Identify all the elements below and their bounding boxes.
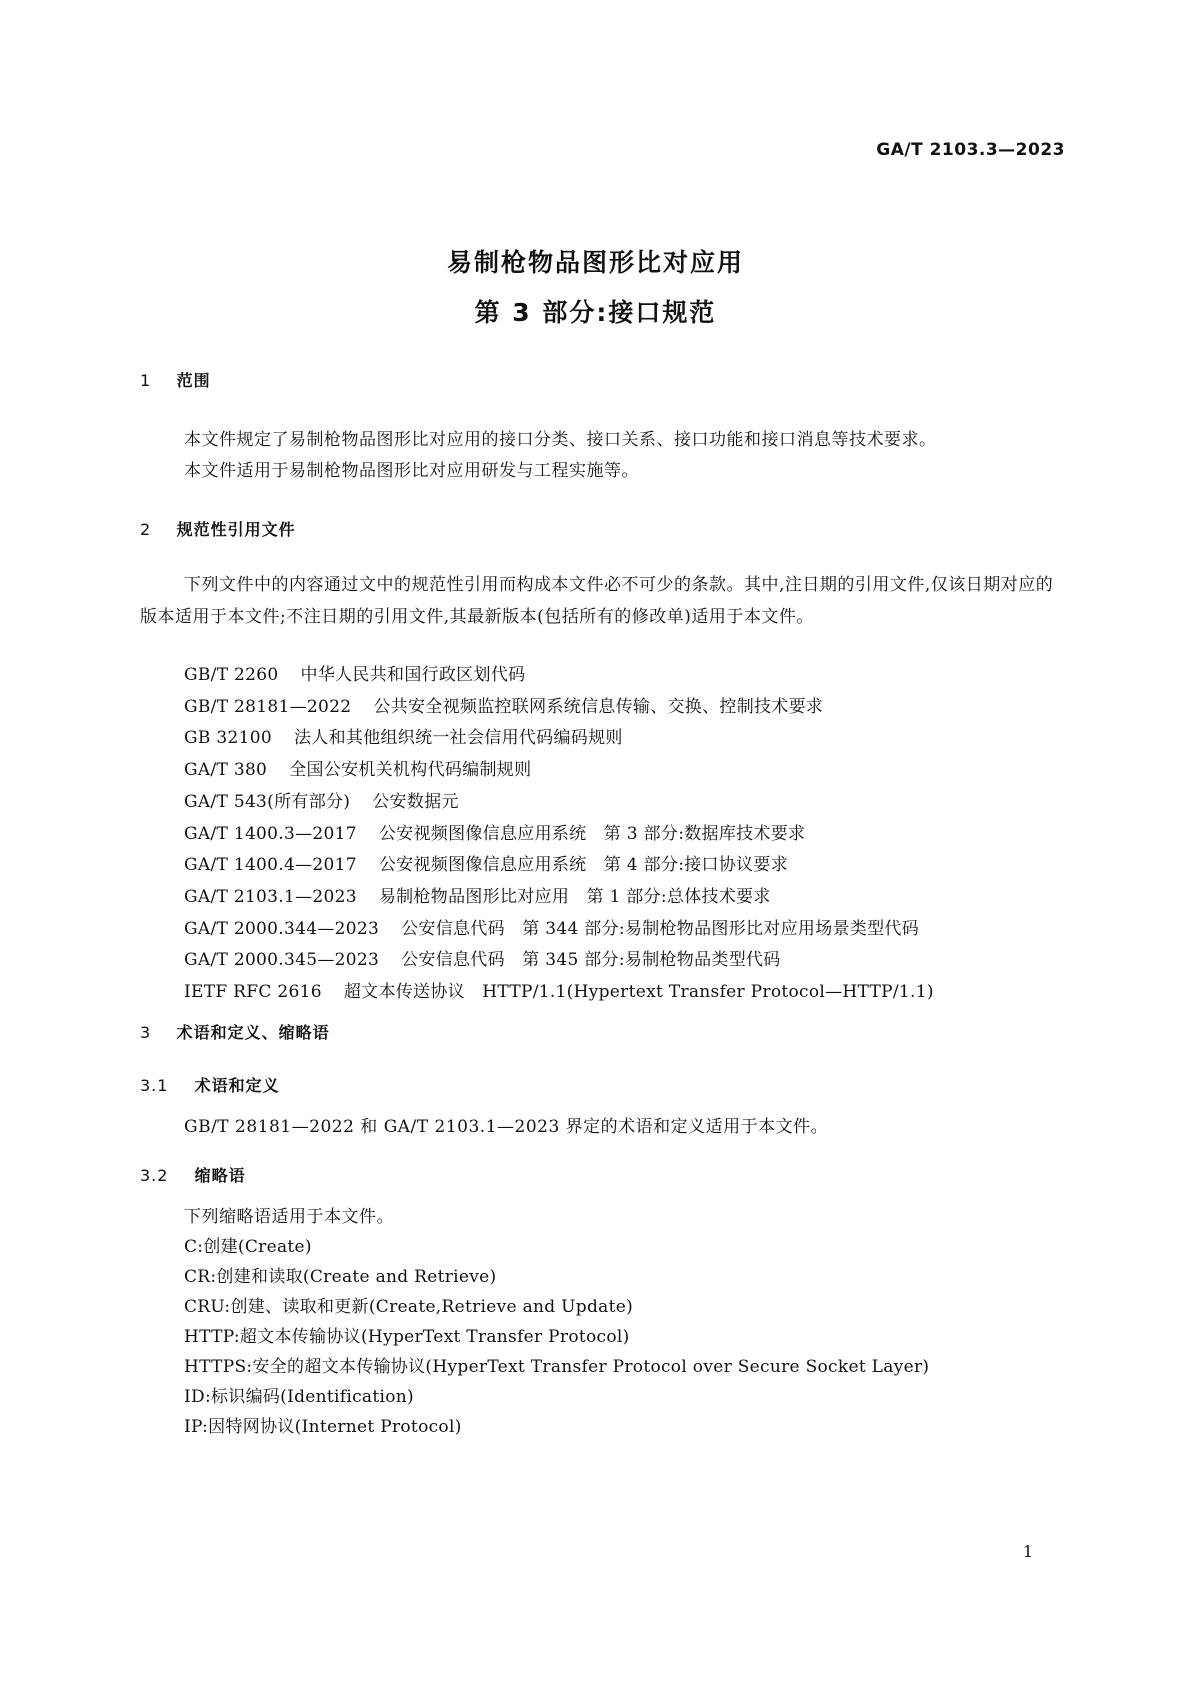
section-3-2-heading — [140, 1163, 246, 1186]
reference-title: 法人和其他组织统一社会信用代码编码规则 — [293, 728, 623, 749]
reference-item — [184, 723, 934, 755]
reference-item — [184, 945, 934, 977]
abbreviation-list — [184, 1232, 929, 1442]
reference-code: GA/T 2000.345—2023 — [184, 950, 380, 971]
reference-item — [184, 914, 934, 946]
subsection-title: 缩略语 — [194, 1166, 246, 1185]
reference-title: 公安数据元 — [372, 791, 459, 812]
section-1-heading — [140, 368, 211, 391]
section-3-1-text: GB/T 28181—2022 和 GA/T 2103.1—2023 界定的术语和定义适用于本文件。 — [184, 1117, 829, 1137]
reference-title: 公安视频图像信息应用系统 第 4 部分:接口协议要求 — [378, 855, 789, 876]
reference-code: IETF RFC 2616 — [184, 982, 322, 1003]
reference-title: 中华人民共和国行政区划代码 — [300, 665, 526, 685]
title-line-1: 易制枪物品图形比对应用 — [446, 248, 744, 277]
reference-code: GB/T 2260 — [184, 665, 279, 685]
standard-code: GA/T 2103.3—2023 — [876, 140, 1065, 160]
section-title: 范围 — [176, 371, 211, 390]
section-1-paragraph-1: 本文件规定了易制枪物品图形比对应用的接口分类、接口关系、接口功能和接口消息等技术要求。 — [184, 430, 937, 450]
reference-title: 公安视频图像信息应用系统 第 3 部分:数据库技术要求 — [378, 823, 806, 844]
reference-title: 全国公安机关机构代码编制规则 — [289, 760, 532, 781]
section-title: 规范性引用文件 — [176, 520, 296, 539]
reference-code: GA/T 380 — [184, 760, 268, 781]
abbreviation-item: ID:标识编码(Identification) — [184, 1387, 414, 1407]
abbreviation-item: CRU:创建、读取和更新(Create,Retrieve and Update) — [184, 1297, 634, 1317]
reference-item — [184, 660, 934, 692]
section-number: 2 — [140, 520, 152, 539]
section-number: 1 — [140, 371, 152, 390]
reference-code: GB 32100 — [184, 728, 272, 749]
section-3-heading — [140, 1020, 330, 1043]
reference-list — [184, 660, 934, 1009]
reference-code: GA/T 543(所有部分) — [184, 791, 351, 812]
reference-title: 易制枪物品图形比对应用 第 1 部分:总体技术要求 — [378, 886, 771, 907]
section-number: 3 — [140, 1023, 152, 1042]
reference-item — [184, 787, 934, 819]
document-title — [0, 238, 1191, 338]
subsection-number: 3.2 — [140, 1166, 169, 1185]
reference-title: 公安信息代码 第 344 部分:易制枪物品图形比对应用场景类型代码 — [401, 918, 919, 939]
section-1-paragraph-2: 本文件适用于易制枪物品图形比对应用研发与工程实施等。 — [184, 461, 639, 481]
reference-title: 公安信息代码 第 345 部分:易制枪物品类型代码 — [401, 950, 781, 971]
reference-item — [184, 882, 934, 914]
reference-code: GB/T 28181—2022 — [184, 696, 352, 717]
reference-item — [184, 819, 934, 851]
section-3-2-intro: 下列缩略语适用于本文件。 — [184, 1207, 394, 1227]
abbreviation-item: HTTP:超文本传输协议(HyperText Transfer Protocol) — [184, 1327, 630, 1347]
section-3-1-heading — [140, 1073, 280, 1096]
reference-title: 超文本传送协议 HTTP/1.1(Hypertext Transfer Protocol—HTTP/1.1) — [343, 982, 934, 1003]
abbreviation-item: CR:创建和读取(Create and Retrieve) — [184, 1267, 497, 1287]
section-title: 术语和定义、缩略语 — [176, 1023, 330, 1042]
abbreviation-item: IP:因特网协议(Internet Protocol) — [184, 1417, 462, 1437]
abbreviation-item: C:创建(Create) — [184, 1237, 312, 1257]
reference-item — [184, 755, 934, 787]
title-line-2: 第 3 部分:接口规范 — [474, 298, 717, 327]
reference-title: 公共安全视频监控联网系统信息传输、交换、控制技术要求 — [373, 696, 824, 717]
page-number: 1 — [1022, 1542, 1033, 1561]
abbreviation-item: HTTPS:安全的超文本传输协议(HyperText Transfer Protocol over Secure Socket Layer) — [184, 1357, 930, 1377]
reference-code: GA/T 2103.1—2023 — [184, 886, 357, 907]
reference-code: GA/T 2000.344—2023 — [184, 918, 380, 939]
reference-item — [184, 977, 934, 1009]
subsection-title: 术语和定义 — [194, 1076, 280, 1095]
reference-item — [184, 692, 934, 724]
section-2-heading — [140, 517, 296, 540]
section-2-intro: 下列文件中的内容通过文中的规范性引用而构成本文件必不可少的条款。其中,注日期的引用文件,仅该日期对应的版本适用于本文件;不注日期的引用文件,其最新版本(包括所有的修改单)适用于本文件。 — [140, 575, 1054, 627]
reference-code: GA/T 1400.4—2017 — [184, 855, 357, 876]
reference-code: GA/T 1400.3—2017 — [184, 823, 357, 844]
subsection-number: 3.1 — [140, 1076, 169, 1095]
reference-item — [184, 850, 934, 882]
